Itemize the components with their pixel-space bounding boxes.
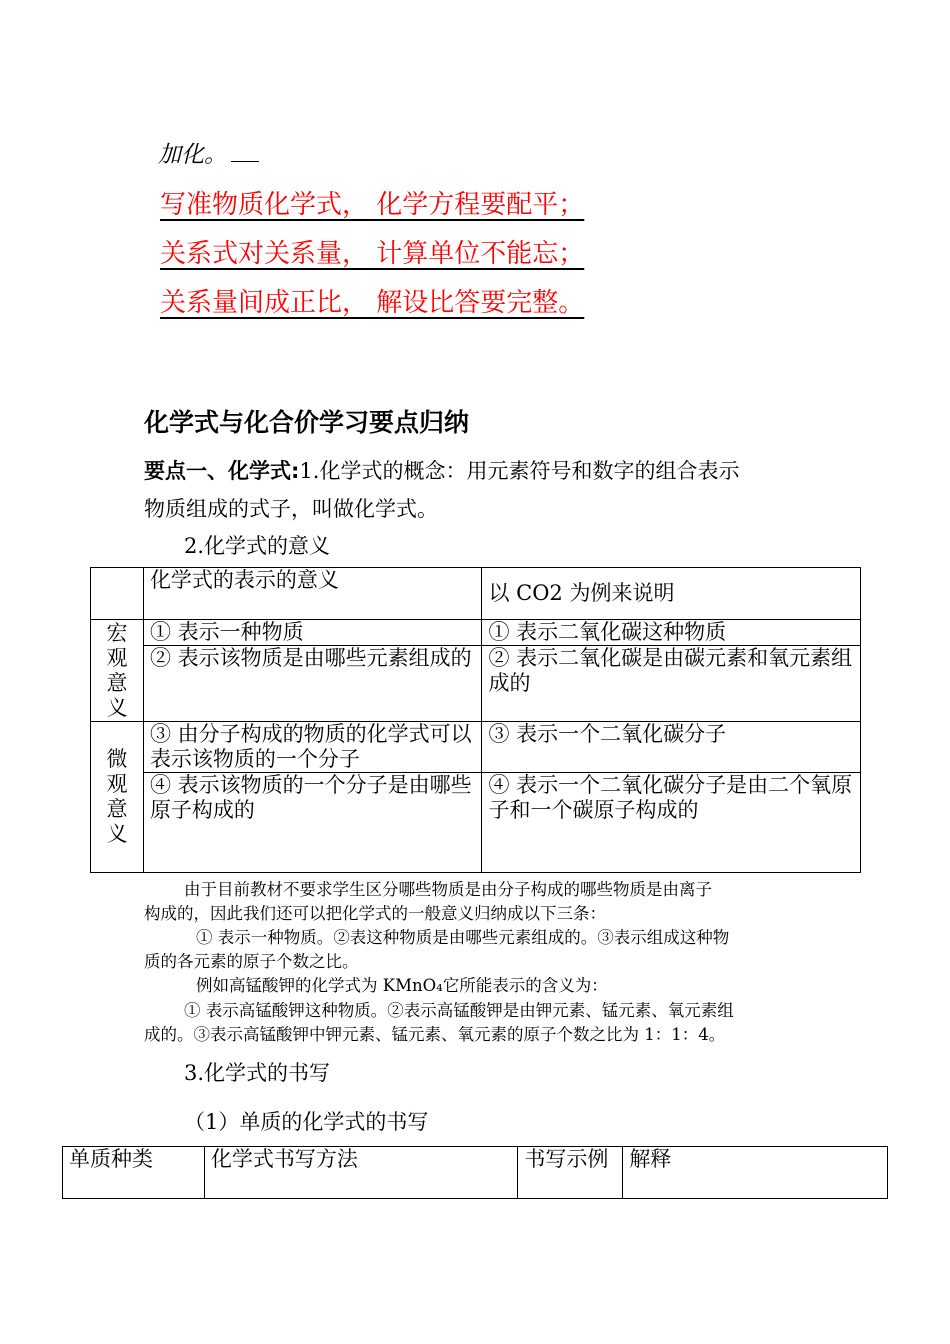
meaning-table	[90, 567, 861, 873]
point1-line-a	[144, 455, 739, 485]
micro-label: 微 观 意 义	[91, 722, 144, 873]
note-p1a: 由于目前教材不要求学生区分哪些物质是由分子构成的哪些物质是由离子	[184, 880, 712, 899]
rhyme-line-3: 关系量间成正比， 解设比答要完整。	[160, 288, 585, 318]
table-cell: ④ 表示该物质的一个分子是由哪些原子构成的	[143, 773, 482, 873]
writing-subheading: （1）单质的化学式的书写	[184, 1110, 429, 1134]
table-cell: ① 表示一种物质	[143, 620, 482, 646]
table-row	[91, 773, 861, 873]
table-header-cell: 化学式书写方法	[204, 1147, 518, 1199]
table-row	[91, 722, 861, 773]
table-row	[91, 620, 861, 646]
table-cell: ① 表示二氧化碳这种物质	[482, 620, 861, 646]
table-cell: ② 表示该物质是由哪些元素组成的	[143, 646, 482, 722]
table-cell: ④ 表示一个二氧化碳分子是由二个氧原子和一个碳原子构成的	[482, 773, 861, 873]
point1-bold: 要点一、化学式:	[144, 459, 300, 483]
table-header-row	[63, 1147, 888, 1199]
table-row	[91, 646, 861, 722]
table-header-cell	[91, 568, 144, 620]
table-cell: ② 表示二氧化碳是由碳元素和氧元素组成的	[482, 646, 861, 722]
meaning-heading: 2.化学式的意义	[184, 534, 331, 558]
note-p1b: 构成的，因此我们还可以把化学式的一般意义归纳成以下三条：	[144, 904, 606, 923]
table-header-row	[91, 568, 861, 620]
note-p3: 例如高锰酸钾的化学式为 KMnO₄它所能表示的含义为：	[196, 976, 608, 995]
point1-text-a: 1.化学式的概念：用元素符号和数字的组合表示	[299, 459, 740, 483]
point1-text-b: 物质组成的式子，叫做化学式。	[144, 497, 438, 521]
writing-heading: 3.化学式的书写	[184, 1061, 331, 1085]
note-p4b: 成的。③表示高锰酸钾中钾元素、锰元素、氧元素的原子个数之比为 1：1：4。	[144, 1025, 726, 1044]
table-cell: ③ 由分子构成的物质的化学式可以表示该物质的一个分子	[143, 722, 482, 773]
table-header-cell: 化学式的表示的意义	[143, 568, 482, 620]
macro-label: 宏 观 意 义	[91, 620, 144, 722]
note-p2a: ① 表示一种物质。②表这种物质是由哪些元素组成的。③表示组成这种物	[196, 928, 730, 947]
rhyme-line-2: 关系式对关系量， 计算单位不能忘；	[160, 239, 585, 269]
section-title: 化学式与化合价学习要点归纳	[144, 408, 470, 437]
fragment-text: 加化。	[158, 136, 259, 169]
table-header-cell: 单质种类	[63, 1147, 205, 1199]
table-header-cell: 书写示例	[518, 1147, 623, 1199]
table-header-cell: 解释	[623, 1147, 888, 1199]
element-table	[62, 1146, 888, 1199]
table-cell: ③ 表示一个二氧化碳分子	[482, 722, 861, 773]
table-header-cell: 以 CO2 为例来说明	[482, 568, 861, 620]
note-p4a: ① 表示高锰酸钾这种物质。②表示高锰酸钾是由钾元素、锰元素、氧元素组	[184, 1001, 734, 1020]
note-p2b: 质的各元素的原子个数之比。	[144, 952, 359, 971]
rhyme-line-1: 写准物质化学式， 化学方程要配平；	[160, 190, 585, 220]
